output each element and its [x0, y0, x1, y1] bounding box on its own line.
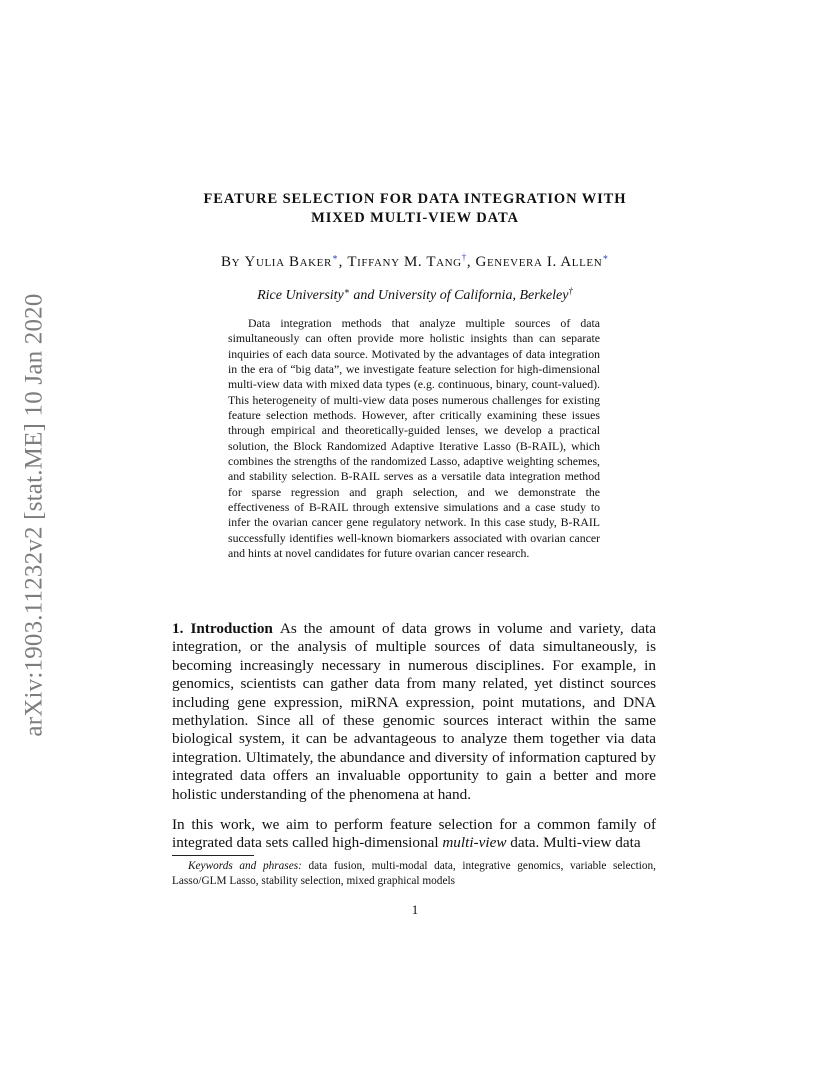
introduction-paragraph: [172, 620, 656, 804]
affiliation-2: University of California, Berkeley: [377, 288, 569, 303]
arxiv-id: arXiv:1903.11232v2 [stat.ME] 10 Jan 2020: [21, 293, 49, 737]
affiliations: [170, 288, 660, 304]
footnote-rule: [172, 855, 254, 856]
intro-text: As the amount of data grows in volume and variety, data integration, or the analysis of multiple sources of data simultaneously, is becoming increasingly necessary in numerous disciplines. For example, in genomics, scientists can gather data from many related, yet distinct sources including gene expression, miRNA expression, point mutations, and DNA methylation. Since all of these genomic sources interact within the same biological system, it can be advantageous to analyze them together via data integration. Ultimately, the abundance and diversity of information captured by integrated data offers an invaluable opportunity to gain a better and more holistic understanding of the phenomena at hand.: [172, 620, 656, 803]
affiliation-mark: †: [568, 286, 573, 296]
title-line-2: MIXED MULTI-VIEW DATA: [311, 210, 519, 226]
author-mark[interactable]: †: [461, 252, 467, 262]
keywords-label: Keywords and phrases:: [188, 860, 302, 872]
affiliation-1: Rice University: [257, 288, 344, 303]
body-paragraph: [172, 816, 656, 853]
keywords-text: data fusion, multi-modal data, integrative genomics, variable selection, Lasso/GLM Lasso, stability selection, mixed graphical models: [172, 860, 656, 887]
arxiv-sidebar-stamp: [13, 285, 57, 745]
title-line-1: FEATURE SELECTION FOR DATA INTEGRATION WITH: [203, 191, 627, 207]
author-mark[interactable]: ∗: [602, 252, 609, 262]
para-text-after: data. Multi-view data: [506, 834, 641, 852]
para-text-before: In this work, we aim to perform feature selection for a common family of integrated data sets called high-dimensional: [172, 816, 656, 852]
by-label: By: [221, 254, 241, 270]
paper-title: [170, 190, 660, 228]
affiliation-mark: ∗: [343, 286, 350, 296]
abstract: Data integration methods that analyze multiple sources of data simultaneously can often provide more holistic insights than can separate inquiries of each data source. Motivated by the advantages of data integration in the era of “big data”, we investigate feature selection for high-dimensional multi-view data with mixed data types (e.g. continuous, binary, count-valued). This heterogeneity of multi-view data poses numerous challenges for existing feature selection methods. However, after critically examining these issues through empirical and theoretically-guided lenses, we develop a practical solution, the Block Randomized Adaptive Iterative Lasso (B-RAIL), which combines the strengths of the randomized Lasso, adaptive weighting schemes, and stability selection. B-RAIL serves as a versatile data integration method for sparse regression and graph selection, and we demonstrate the effectiveness of B-RAIL through extensive simulations and a case study to infer the ovarian cancer gene regulatory network. In this case study, B-RAIL successfully identifies well-known biomarkers associated with ovarian cancer and hints at novel candidates for future ovarian cancer research.: [228, 316, 600, 561]
affiliation-connector: and: [349, 288, 378, 303]
section-heading: 1. Introduction: [172, 620, 273, 637]
author-name: Yulia Baker: [244, 254, 332, 270]
author-list: By Yulia Baker∗, Tiffany M. Tang†, Genevera I. Allen∗: [221, 252, 609, 270]
author-mark[interactable]: ∗: [331, 252, 339, 262]
para-emphasis: multi-view: [442, 834, 507, 852]
author-name: Genevera I. Allen: [475, 254, 603, 270]
page-number: 1: [411, 902, 419, 917]
author-name: Tiffany M. Tang: [347, 254, 462, 270]
keywords-footnote: [172, 859, 656, 889]
